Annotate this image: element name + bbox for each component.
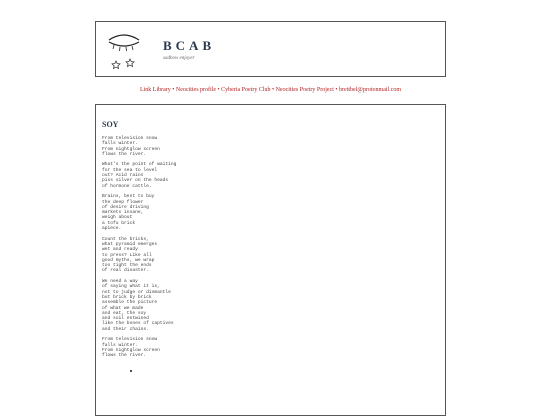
poem-line: the deep flower — [102, 199, 144, 205]
poem-line: like the bones of captives — [102, 321, 174, 327]
nav-link-neocities-poetry-project[interactable]: Neocities Poetry Project — [275, 87, 334, 93]
poem-line: What's the point of waiting — [102, 162, 177, 168]
poem-line: of saying what it is, — [102, 284, 160, 290]
nav-link-library[interactable]: Link Library — [139, 87, 171, 93]
site-header — [95, 21, 446, 77]
poem-line: for the sea to level — [102, 167, 158, 173]
sleepy-eye-logo-icon — [104, 28, 144, 70]
poem-line: and their chains. — [102, 326, 149, 332]
nav-separator: • — [271, 87, 275, 93]
poem-stanza — [102, 136, 176, 157]
poem-stanza — [102, 194, 176, 231]
poem-line: From television snow — [102, 337, 158, 343]
poem-panel — [95, 104, 446, 416]
poem-line: wet and ready — [102, 247, 138, 253]
nav-link-email[interactable]: brettbel@protonmail.com — [339, 87, 402, 93]
section-divider-dot — [130, 370, 132, 372]
poem-line: of desire driving — [102, 204, 149, 210]
poem-line: and soil entwined — [102, 316, 149, 322]
poem-line: Brains, bent to buy — [102, 194, 155, 200]
poem-line: of what we made — [102, 305, 144, 311]
site-title: BCAB — [163, 38, 216, 53]
poem-line: of real disaster. — [102, 268, 149, 274]
poem-body — [102, 136, 176, 364]
nav-separator: • — [335, 87, 338, 93]
site-subtitle: sadbow enjoyer — [163, 56, 195, 61]
poem-line: apiece. — [102, 226, 122, 232]
poem-line: falls winter. — [102, 342, 138, 348]
poem-line: of hormone cattle. — [102, 183, 152, 189]
poem-line: falls winter. — [102, 141, 138, 147]
poem-stanza — [102, 162, 176, 188]
poem-line: out? Acid rains — [102, 173, 144, 179]
poem-stanza — [102, 237, 176, 274]
poem-stanza — [102, 337, 176, 358]
poem-stanza — [102, 279, 176, 332]
nav-link-cyberia-poetry-club[interactable]: Cyberia Poetry Club — [221, 87, 271, 93]
nav-separator: • — [172, 87, 175, 93]
poem-line: to press? Like all — [102, 252, 152, 258]
poem-title: SOY — [102, 120, 119, 129]
poem-line: weigh about — [102, 215, 133, 221]
poem-line: Count the bricks, — [102, 236, 149, 242]
poem-line: but brick by brick — [102, 294, 152, 300]
poem-line: a tofu brick — [102, 220, 136, 226]
poem-line: markets insane, — [102, 210, 144, 216]
nav-bar — [95, 87, 446, 93]
poem-line: good myths, we wrap — [102, 257, 155, 263]
poem-line: assemble the picture — [102, 300, 158, 306]
poem-line: what pyramid emerges — [102, 241, 158, 247]
poem-line: not to judge or dismantle — [102, 289, 171, 295]
poem-line: flows the river. — [102, 353, 147, 359]
nav-link-neocities-profile[interactable]: Neocities profile — [175, 87, 217, 93]
poem-line: piss silver on the heads — [102, 178, 169, 184]
poem-line: From television snow — [102, 136, 158, 141]
poem-line: We need a way — [102, 279, 138, 285]
poem-line: From nightglow screen — [102, 347, 160, 353]
poem-line: and eat, the soy — [102, 310, 147, 316]
poem-line: From nightglow screen — [102, 146, 160, 152]
nav-separator: • — [217, 87, 220, 93]
poem-line: flows the river. — [102, 151, 147, 157]
poem-line: too tight the ends — [102, 263, 152, 269]
